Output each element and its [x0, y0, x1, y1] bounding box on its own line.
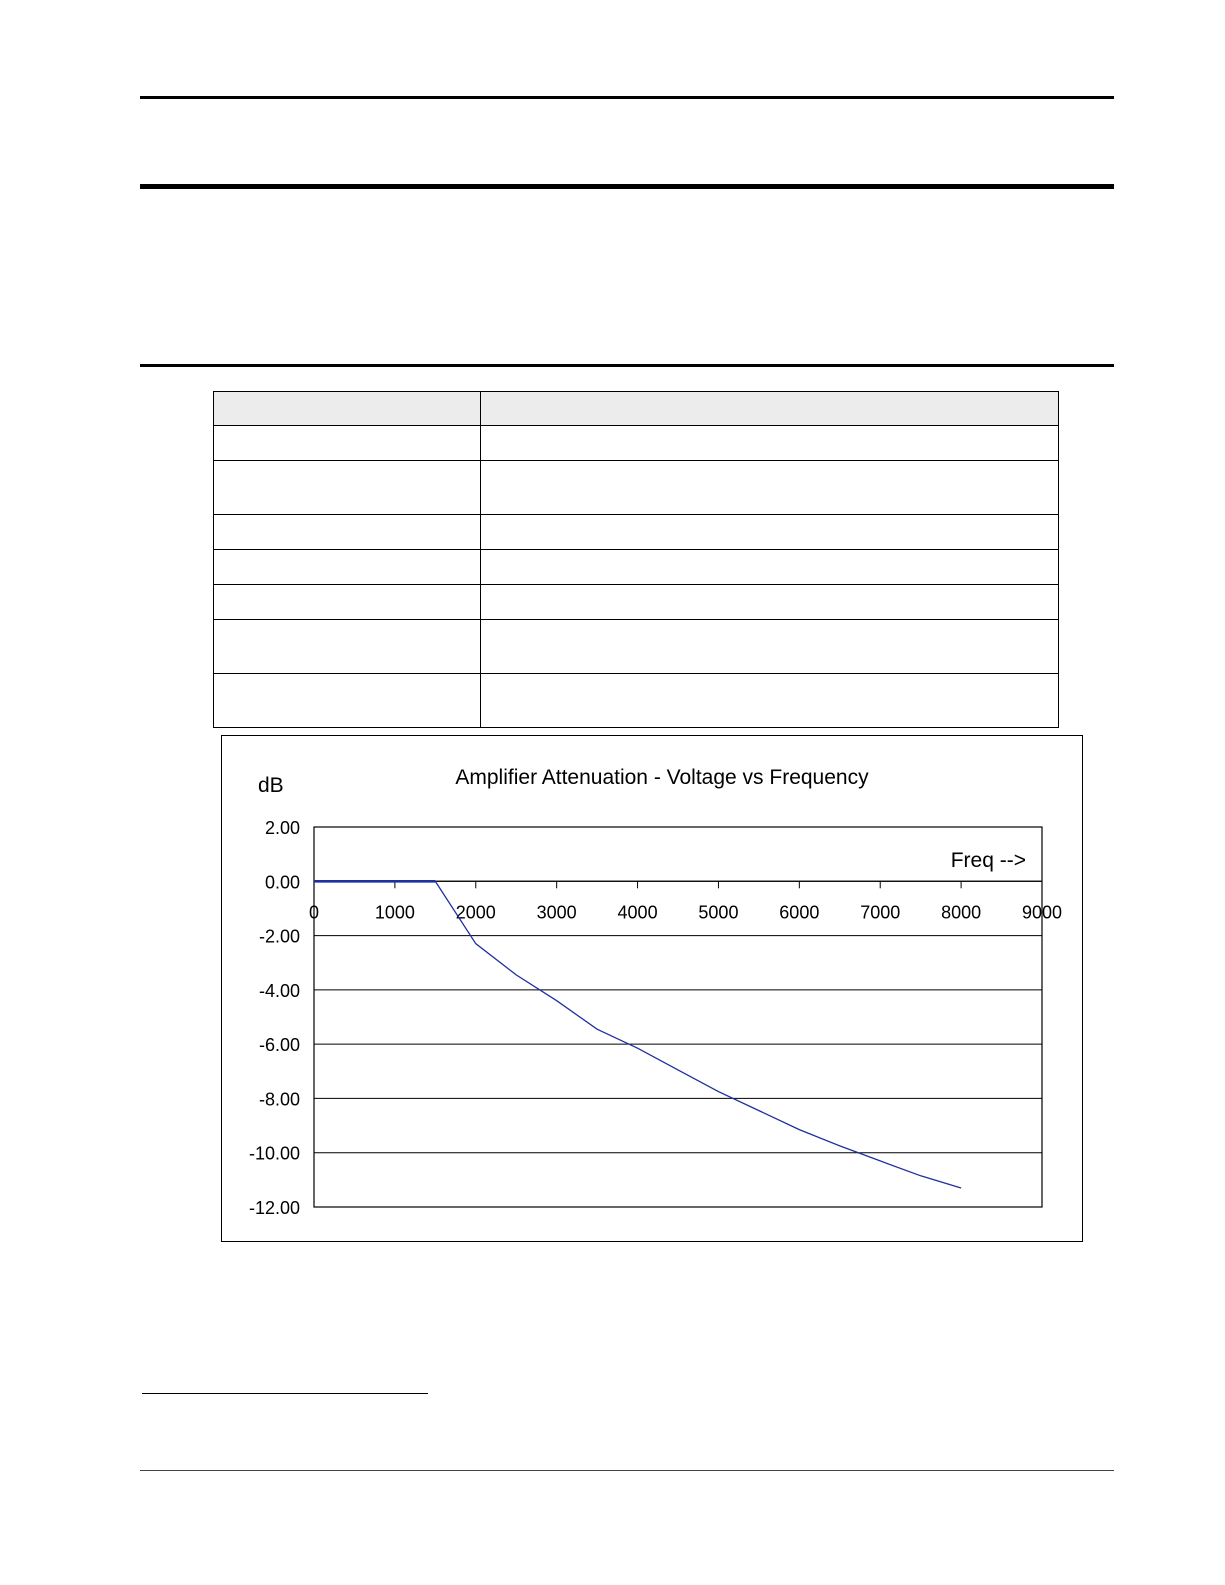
table-cell — [481, 426, 1059, 461]
table-row — [214, 515, 1059, 550]
table-cell — [481, 550, 1059, 585]
header-rule-thick — [140, 184, 1114, 189]
y-tick-label: -10.00 — [248, 1143, 300, 1164]
table-cell — [481, 620, 1059, 674]
table-header-row — [214, 392, 1059, 426]
table-row — [214, 461, 1059, 515]
table-cell — [214, 461, 481, 515]
x-tick-label: 6000 — [779, 902, 820, 923]
y-tick-label: -6.00 — [258, 1035, 300, 1056]
chart-title: Amplifier Attenuation - Voltage vs Frequency — [455, 766, 869, 789]
y-tick-label: 0.00 — [264, 872, 300, 893]
x-tick-label: 5000 — [698, 902, 739, 923]
table-cell — [481, 515, 1059, 550]
x-tick-label: 0 — [308, 902, 320, 923]
x-axis-label: Freq --> — [950, 849, 1026, 872]
plot-area — [314, 827, 1042, 1207]
y-tick-label: -12.00 — [248, 1198, 300, 1218]
y-axis-ticks — [249, 818, 300, 1218]
y-tick-label: 2.00 — [264, 818, 300, 838]
x-tick-label: 7000 — [860, 902, 901, 923]
table-cell — [214, 550, 481, 585]
x-tick-label: 8000 — [941, 902, 982, 923]
attenuation-chart — [221, 735, 1083, 1242]
chart-canvas — [222, 736, 1082, 1241]
table-header-cell — [481, 392, 1059, 426]
section-rule — [140, 364, 1114, 367]
spec-table — [213, 391, 1059, 728]
table-row — [214, 620, 1059, 674]
table-header-cell — [214, 392, 481, 426]
x-tick-label: 3000 — [536, 902, 577, 923]
table-cell — [214, 426, 481, 461]
x-tick-label: 4000 — [617, 902, 658, 923]
y-tick-label: -2.00 — [258, 926, 300, 947]
x-tick-label: 1000 — [374, 902, 415, 923]
y-tick-label: -8.00 — [258, 1089, 300, 1110]
header-rule-top — [140, 96, 1114, 99]
table-row — [214, 550, 1059, 585]
y-tick-label: -4.00 — [258, 980, 300, 1001]
table-cell — [214, 620, 481, 674]
footnote-separator — [142, 1393, 428, 1394]
footer-rule — [140, 1470, 1114, 1471]
y-axis-label: dB — [258, 774, 284, 797]
table-cell — [481, 585, 1059, 620]
table-cell — [214, 585, 481, 620]
table-row — [214, 674, 1059, 728]
table-row — [214, 426, 1059, 461]
table-cell — [481, 674, 1059, 728]
table-cell — [214, 674, 481, 728]
table-cell — [481, 461, 1059, 515]
table-row — [214, 585, 1059, 620]
x-tick-label: 2000 — [455, 902, 496, 923]
x-tick-label: 9000 — [1021, 902, 1063, 923]
table-cell — [214, 515, 481, 550]
